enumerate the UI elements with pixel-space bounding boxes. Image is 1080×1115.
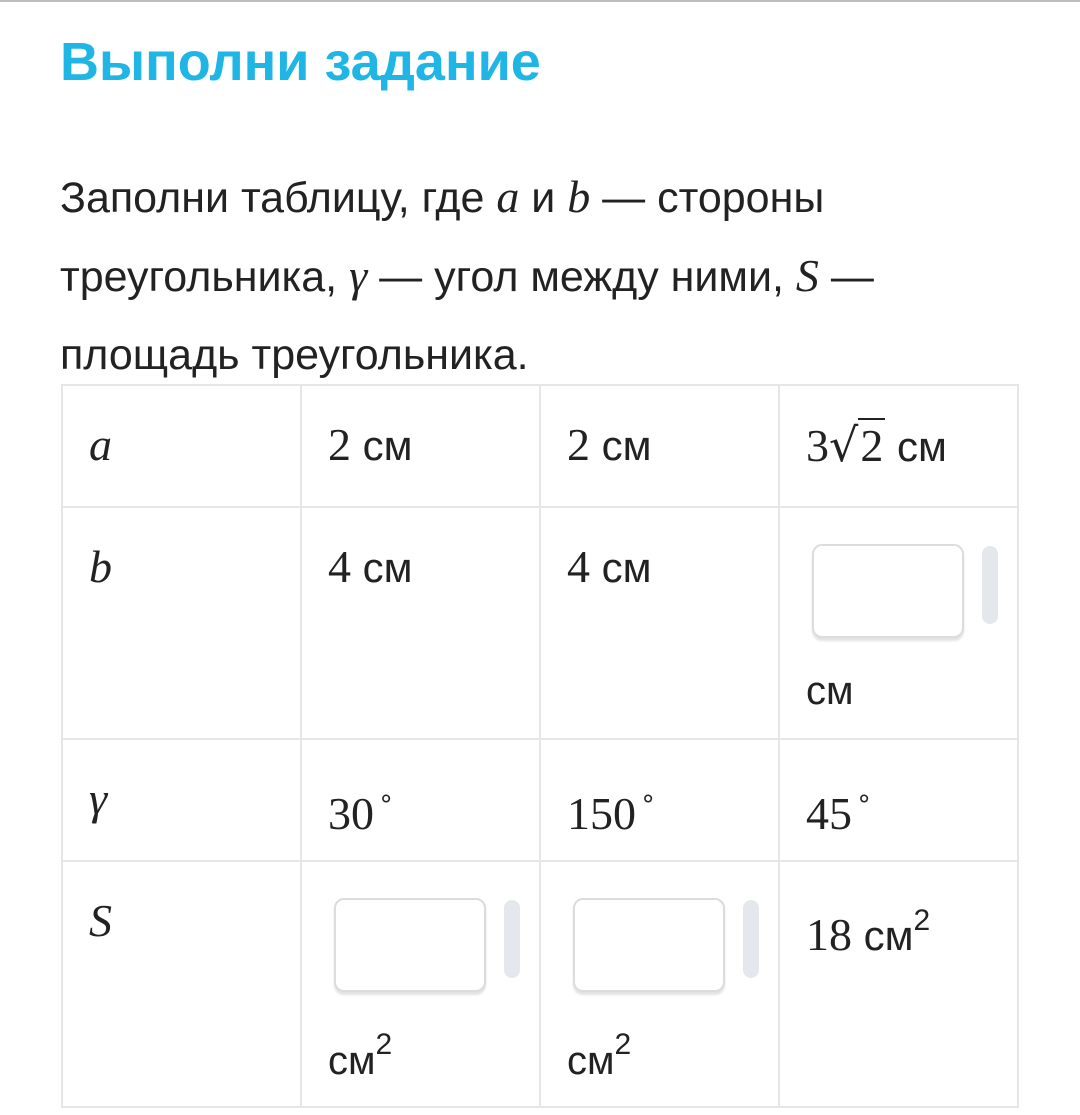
desc-var-a: a [496, 171, 520, 222]
input-side-handle[interactable] [743, 900, 759, 978]
row-s-cell-2 [540, 861, 779, 1107]
row-b-label-cell [62, 507, 301, 739]
row-s-unit-2: см [567, 1039, 615, 1083]
row-gamma-cell-2 [540, 739, 779, 861]
answer-input-b[interactable] [812, 544, 964, 638]
desc-text-1: Заполни таблицу, где [60, 174, 497, 222]
row-b-cell-1 [301, 507, 540, 739]
row-gamma-value-3: 45 [806, 788, 852, 839]
row-gamma-value-1: 30 [328, 788, 374, 839]
row-gamma-label: γ [89, 773, 108, 824]
row-b-cell-2 [540, 507, 779, 739]
row-s-cell-3 [779, 861, 1018, 1107]
row-s-unit-1: см [328, 1039, 376, 1083]
row-gamma-value-2: 150 [567, 788, 636, 839]
row-a-value-2: 2 [567, 419, 590, 470]
row-b-unit-2: см [590, 544, 652, 591]
row-a-radicand-3: 2 [860, 420, 884, 471]
row-b-value-2: 4 [567, 541, 590, 592]
desc-var-b: b [567, 171, 591, 222]
degree-symbol: ∘ [378, 784, 395, 813]
desc-var-s: S [795, 250, 819, 301]
degree-symbol: ∘ [856, 784, 873, 813]
desc-text-2: и [519, 174, 568, 222]
row-s-label-cell [62, 861, 301, 1107]
row-a-cell-3 [779, 385, 1018, 507]
degree-symbol: ∘ [640, 784, 657, 813]
row-a-value-1: 2 [328, 419, 351, 470]
row-b-unit-1: см [351, 544, 413, 591]
answer-input-s2[interactable] [573, 898, 725, 992]
row-gamma-cell-3 [779, 739, 1018, 861]
row-a-label: a [89, 419, 112, 470]
row-s-label: S [89, 895, 112, 946]
table-row-b [62, 507, 1018, 739]
row-s-unit-exp-2: 2 [614, 1028, 632, 1061]
desc-text-4: — угол между ними, [367, 253, 796, 301]
row-s-unit-exp-1: 2 [375, 1028, 393, 1061]
row-b-label: b [89, 541, 112, 592]
row-b-cell-3 [779, 507, 1018, 739]
table-row-a [62, 385, 1018, 507]
row-a-label-cell [62, 385, 301, 507]
row-a-cell-2 [540, 385, 779, 507]
input-side-handle[interactable] [504, 900, 520, 978]
input-side-handle[interactable] [982, 546, 998, 624]
page-title: Выполни задание [60, 32, 541, 92]
row-a-coef-3: 3 [806, 420, 829, 471]
row-gamma-cell-1 [301, 739, 540, 861]
row-a-unit-1: см [351, 422, 413, 469]
task-description [60, 158, 1020, 394]
row-a-cell-1 [301, 385, 540, 507]
row-a-unit-3: см [885, 423, 947, 470]
desc-text-3: — стороны треугольника, [60, 174, 825, 301]
row-a-unit-2: см [590, 422, 652, 469]
row-s-cell-1 [301, 861, 540, 1107]
sqrt-symbol: √ [829, 418, 859, 472]
table-row-s [62, 861, 1018, 1107]
desc-var-gamma: γ [349, 250, 368, 301]
row-b-unit-3: см [806, 669, 854, 713]
row-s-value-3: 18 [806, 909, 852, 960]
answer-input-s1[interactable] [334, 898, 486, 992]
task-table [61, 384, 1019, 1108]
table-row-gamma [62, 739, 1018, 861]
desc-text-5: — площадь треугольника. [60, 253, 874, 379]
row-s-unit-3: см [852, 912, 914, 959]
top-divider [0, 0, 1080, 2]
row-b-value-1: 4 [328, 541, 351, 592]
row-s-unit-exp-3: 2 [913, 904, 931, 937]
row-gamma-label-cell [62, 739, 301, 861]
